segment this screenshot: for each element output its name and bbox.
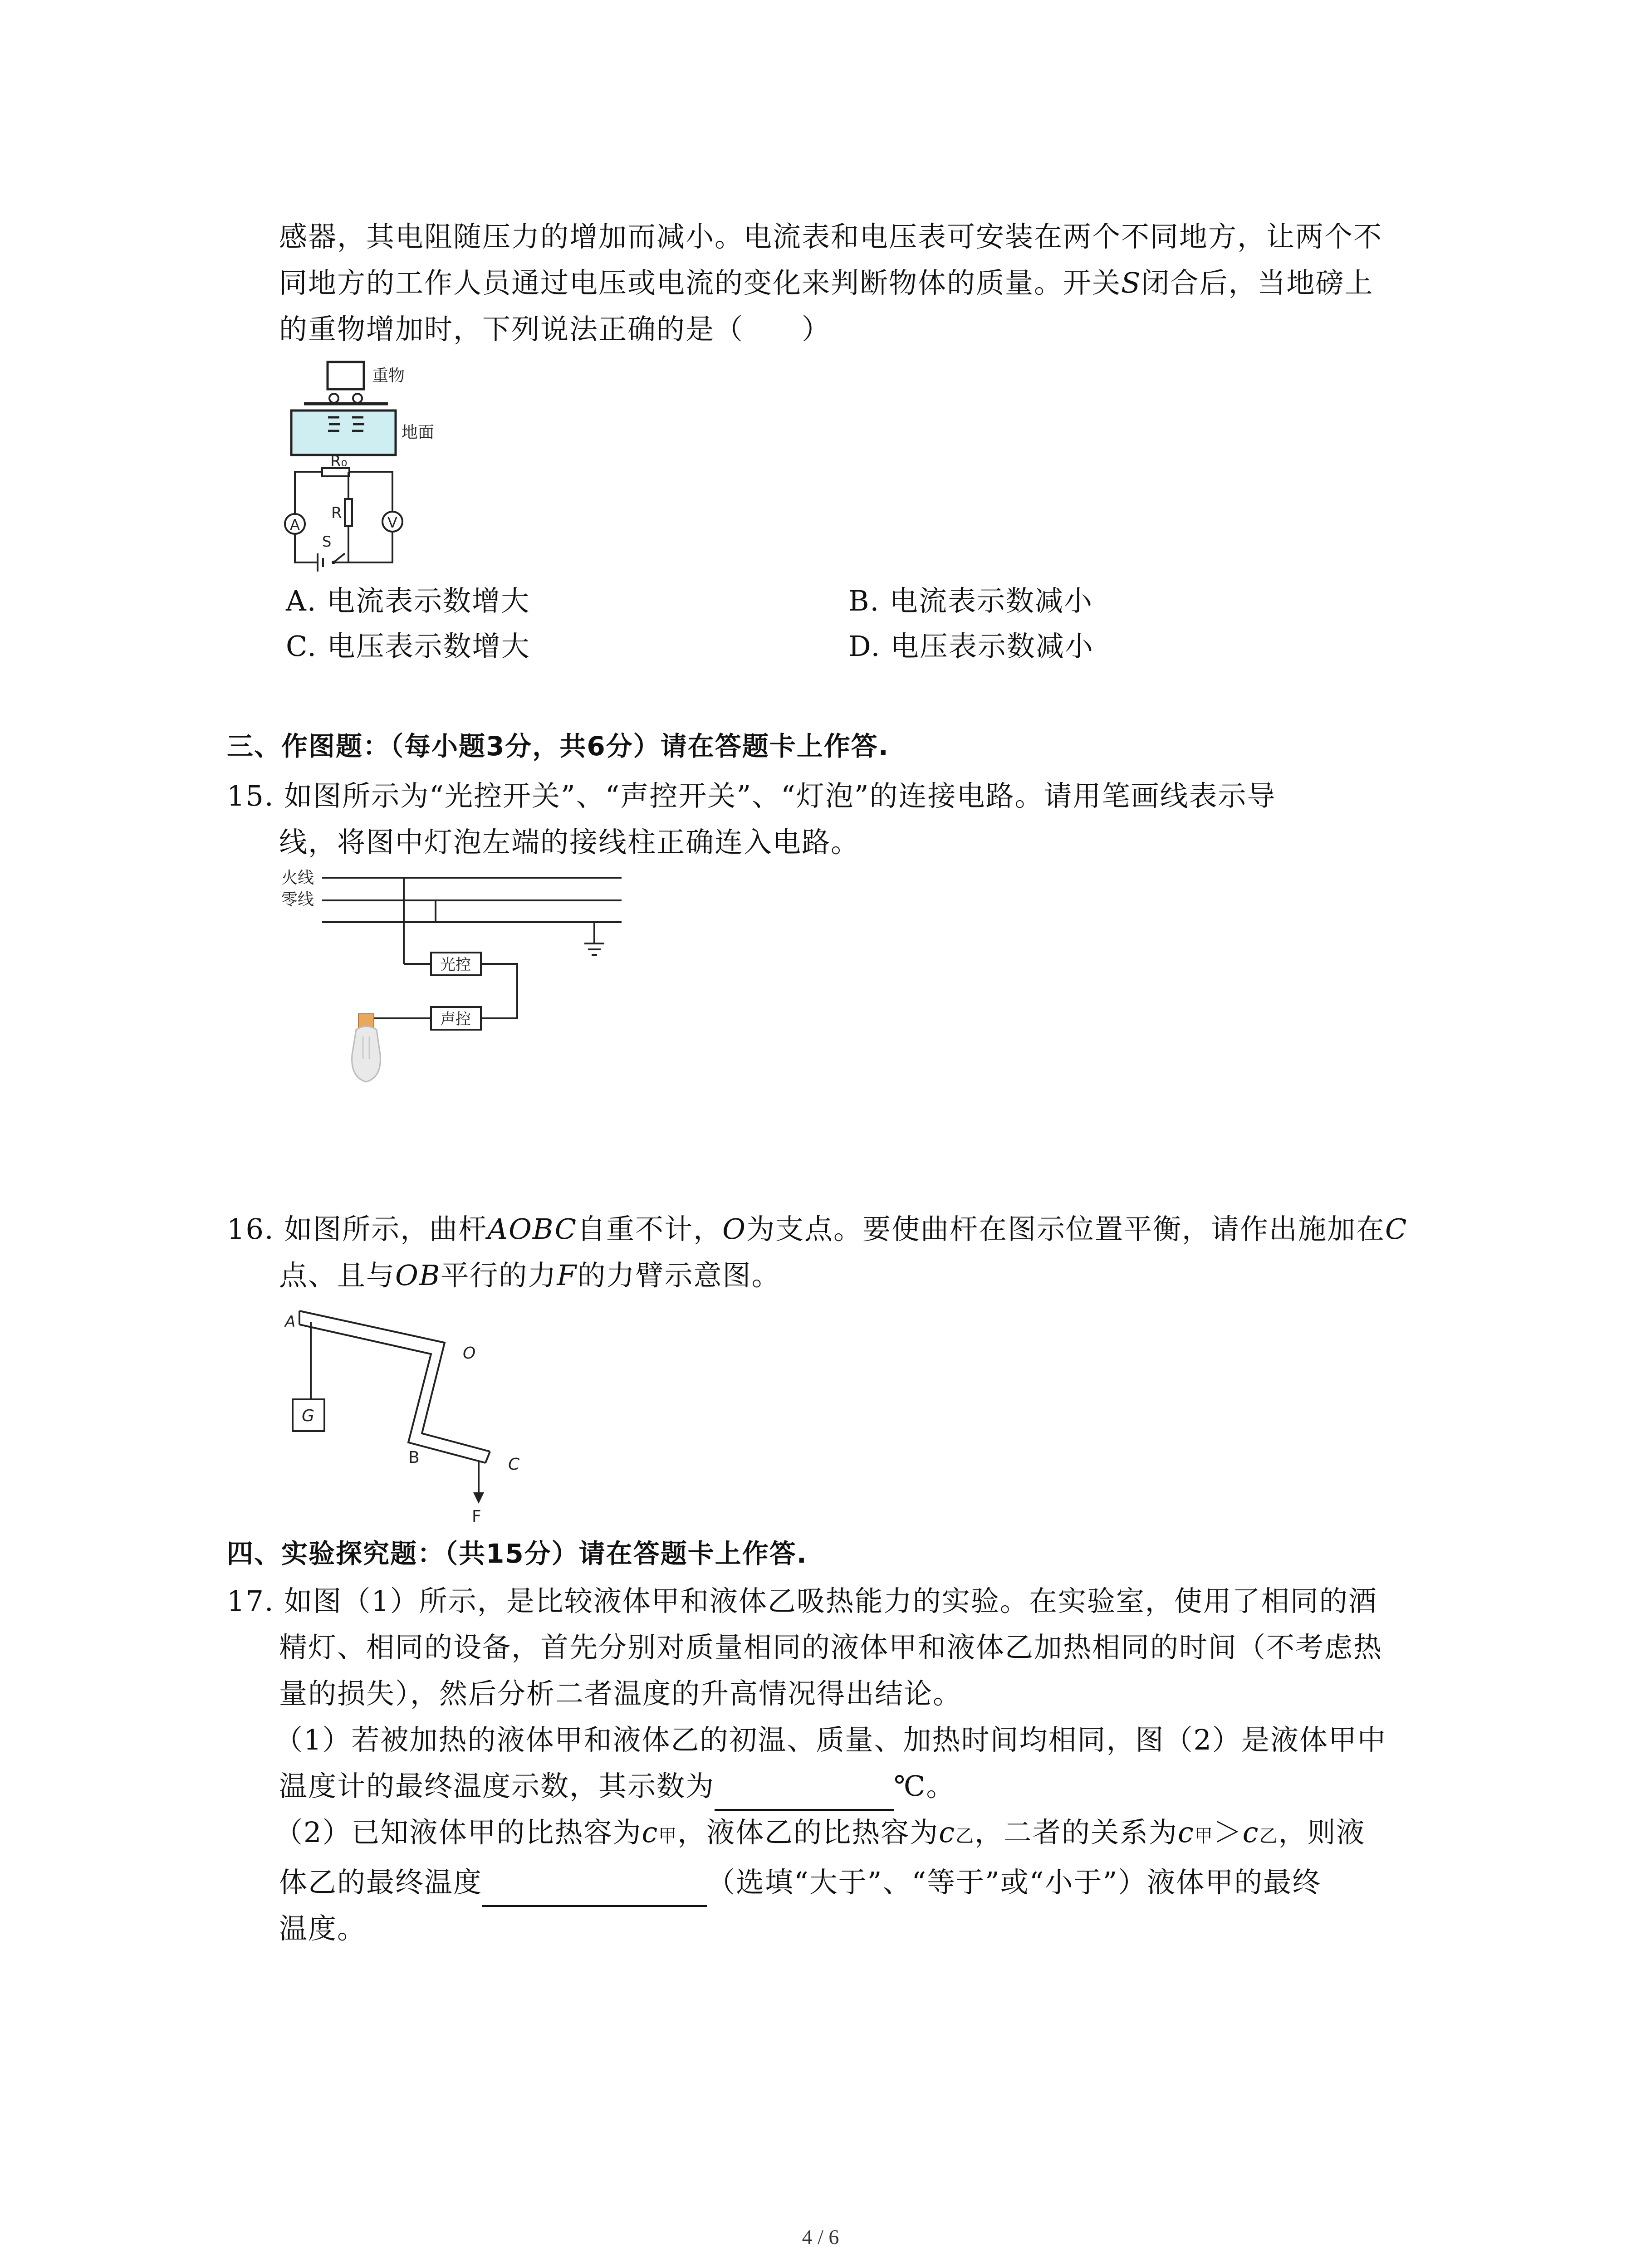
q17-part2-line2: 体乙的最终温度 （选填“大于”、“等于”或“小于”）液体甲的最终	[279, 1860, 1321, 1907]
q14-option-b: B. 电流表示数减小	[848, 584, 1093, 617]
q16-lever-figure	[272, 1304, 544, 1526]
page-number: 4 / 6	[802, 2225, 839, 2248]
q14-line2: 同地方的工作人员通过电压或电流的变化来判断物体的质量。开关S闭合后，当地磅上	[279, 266, 1374, 299]
answer-blank-comparison[interactable]	[482, 1860, 707, 1907]
q17-part1-line2: 温度计的最终温度示数，其示数为 ℃。	[279, 1764, 955, 1811]
point-o-label: O	[463, 1344, 476, 1363]
point-c-label: C	[508, 1455, 520, 1474]
q16-line1: 16. 如图所示，曲杆AOBC自重不计，O为支点。要使曲杆在图示位置平衡，请作出施加在C	[227, 1212, 1408, 1246]
q14-option-a: A. 电流表示数增大	[286, 584, 530, 617]
q17-part1-line1: （1）若被加热的液体甲和液体乙的初温、质量、加热时间均相同，图（2）是液体甲中	[274, 1723, 1386, 1756]
force-arrow-icon	[473, 1492, 484, 1504]
r0-label: R₀	[330, 452, 348, 470]
q17-line1: 17. 如图（1）所示，是比较液体甲和液体乙吸热能力的实验。在实验室，使用了相同的酒	[227, 1584, 1377, 1618]
q15-circuit-figure	[277, 864, 635, 1100]
light-control-switch-label: 光控	[440, 956, 471, 974]
q17-part2-line1: （2）已知液体甲的比热容为c甲，液体乙的比热容为c乙，二者的关系为c甲＞c乙，则液	[274, 1816, 1366, 1849]
r-label: R	[331, 504, 342, 522]
point-b-label: B	[408, 1448, 420, 1467]
ground-box	[291, 411, 396, 455]
q17-line3: 量的损失），然后分析二者温度的升高情况得出结论。	[279, 1677, 962, 1710]
q16-line2: 点、且与OB平行的力F的力臂示意图。	[279, 1259, 781, 1292]
weight-g-label: G	[302, 1407, 314, 1425]
point-a-label: A	[285, 1313, 296, 1331]
section4-heading: 四、实验探究题：（共15分）请在答题卡上作答.	[227, 1538, 808, 1569]
ammeter-label: A	[290, 516, 300, 533]
q15-line1: 15. 如图所示为“光控开关”、“声控开关”、“灯泡”的连接电路。请用笔画线表示导	[227, 779, 1276, 812]
weight-label: 重物	[372, 367, 405, 385]
force-f-label: F	[472, 1507, 481, 1526]
voltmeter-label: V	[387, 514, 397, 531]
ground-label: 地面	[402, 423, 435, 442]
q14-circuit-figure	[277, 354, 435, 576]
q15-line2: 线，将图中灯泡左端的接线柱正确连入电路。	[279, 826, 860, 859]
q14-option-d: D. 电压表示数减小	[848, 630, 1094, 663]
weight-box	[328, 362, 364, 389]
lightbulb-icon	[352, 1014, 381, 1082]
q14-option-c: C. 电压表示数增大	[286, 630, 530, 663]
section3-heading: 三、作图题：（每小题3分，共6分）请在答题卡上作答.	[227, 731, 889, 762]
q17-part2-line3: 温度。	[279, 1912, 367, 1945]
live-wire-label: 火线	[281, 869, 314, 887]
sound-control-switch-label: 声控	[440, 1010, 471, 1028]
answer-blank-temperature[interactable]	[715, 1764, 894, 1811]
switch-label: S	[322, 533, 332, 550]
neutral-wire-label: 零线	[281, 890, 314, 909]
q17-line2: 精灯、相同的设备，首先分别对质量相同的液体甲和液体乙加热相同的时间（不考虑热	[279, 1631, 1383, 1664]
q14-line3: 的重物增加时，下列说法正确的是（ ）	[279, 313, 831, 346]
q14-line1: 感器，其电阻随压力的增加而减小。电流表和电压表可安装在两个不同地方，让两个不	[279, 220, 1383, 253]
